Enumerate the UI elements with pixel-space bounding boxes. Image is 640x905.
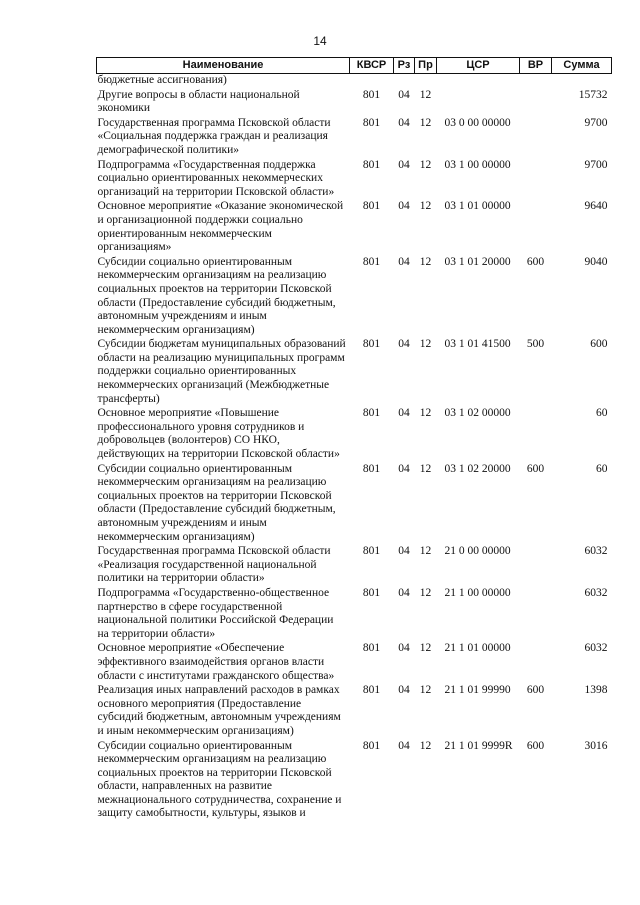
header-csr: ЦСР: [437, 58, 520, 74]
table-row: [97, 407, 612, 462]
cell-vr: 600: [526, 739, 545, 752]
cell-name: Основное мероприятие «Повышение профессионального уровня сотрудников и добровольцев (волонтеров) СО НКО, действующих на территории Псковской области»: [97, 407, 340, 461]
header-kvsr: КВСР: [350, 58, 394, 74]
cell-pr: 12: [419, 684, 432, 697]
cell-csr: 21 1 01 9999R: [444, 739, 513, 752]
cell-name: Субсидии социально ориентированным некоммерческим организациям на реализацию социальных проектов на территории Псковской области, направленных на развитие межнационального сотрудничества, сохранение и защиту самобытности, культуры, языков и: [97, 739, 342, 820]
table-row: [97, 642, 612, 684]
cell-sum: 9640: [584, 200, 608, 213]
page-number: 14: [313, 34, 327, 48]
cell-pr: 12: [419, 200, 432, 213]
cell-name: Основное мероприятие «Оказание экономической и организационной поддержки социально ориентированным некоммерческим организациям»: [97, 200, 344, 254]
cell-name: Основное мероприятие «Обеспечение эффективного взаимодействия органов власти области с институтами гражданского общества»: [97, 642, 335, 682]
cell-sum: 6032: [584, 545, 608, 558]
cell-csr: [437, 74, 520, 89]
cell-pr: 12: [419, 407, 432, 420]
table-row: [97, 200, 612, 255]
cell-kvsr: 801: [362, 200, 381, 213]
cell-rz: 04: [398, 116, 410, 129]
cell-pr: 12: [419, 255, 432, 268]
cell-sum: 9040: [584, 255, 608, 268]
cell-name: Подпрограмма «Государственная поддержка социально ориентированных некоммерческих организаций на территории Псковской области»: [97, 158, 335, 198]
cell-sum: 9700: [584, 116, 608, 129]
cell-csr: 21 0 00 00000: [444, 545, 511, 558]
cell-sum: [552, 74, 612, 89]
header-pr: Пр: [415, 58, 437, 74]
header-vr: ВР: [520, 58, 552, 74]
cell-kvsr: 801: [362, 739, 381, 752]
cell-csr: 03 1 01 00000: [444, 200, 511, 213]
header-rz: Рз: [394, 58, 415, 74]
cell-name: Государственная программа Псковской области «Реализация государственной национальной политики на территории области»: [97, 545, 331, 585]
cell-csr: [437, 89, 520, 117]
cell-name: Субсидии социально ориентированным некоммерческим организациям на реализацию социальных проектов на территории Псковской области (Предоставление субсидий бюджетным, автономным учреждениям и иным некоммерческим организациям): [97, 462, 336, 543]
cell-vr: [520, 74, 552, 89]
cell-csr: 03 1 00 00000: [444, 158, 511, 171]
cell-rz: [394, 74, 415, 89]
cell-rz: 04: [398, 642, 410, 655]
cell-sum: 60: [596, 462, 608, 475]
cell-csr: 03 1 02 00000: [444, 407, 511, 420]
cell-sum: 6032: [584, 586, 608, 599]
cell-name: Государственная программа Псковской области «Социальная поддержка граждан и реализация демографической политики»: [97, 116, 331, 156]
table-body: [97, 74, 612, 823]
cell-kvsr: 801: [362, 586, 381, 599]
cell-pr: 12: [419, 739, 432, 752]
cell-pr: 12: [419, 545, 432, 558]
cell-name: Другие вопросы в области национальной экономики: [97, 88, 300, 115]
cell-csr: 03 0 00 00000: [444, 116, 511, 129]
cell-sum: 60: [596, 407, 608, 420]
cell-name: Подпрограмма «Государственно-общественное партнерство в сфере государственной национальной политики Российской Федерации на территории области»: [97, 586, 334, 640]
cell-rz: 04: [398, 158, 410, 171]
table-row: [97, 587, 612, 642]
cell-csr: 03 1 01 20000: [444, 255, 511, 268]
cell-pr: [415, 74, 437, 89]
cell-vr: [520, 159, 552, 201]
budget-table-container: [96, 57, 612, 822]
cell-sum: 15732: [578, 88, 608, 101]
cell-csr: 21 1 01 00000: [444, 642, 511, 655]
cell-vr: [520, 545, 552, 587]
cell-kvsr: 801: [362, 407, 381, 420]
cell-sum: 6032: [584, 642, 608, 655]
cell-rz: 04: [398, 338, 410, 351]
cell-kvsr: 801: [362, 545, 381, 558]
budget-table: [96, 57, 612, 822]
cell-vr: [520, 200, 552, 255]
cell-vr: 600: [526, 255, 545, 268]
cell-name: Субсидии бюджетам муниципальных образований области на реализацию муниципальных программ поддержки социально ориентированных некоммерческих организаций (Межбюджетные трансферты): [97, 338, 346, 405]
cell-pr: 12: [419, 116, 432, 129]
cell-rz: 04: [398, 586, 410, 599]
cell-kvsr: 801: [362, 158, 381, 171]
table-header-row: [97, 58, 612, 74]
cell-rz: 04: [398, 407, 410, 420]
cell-vr: [520, 587, 552, 642]
cell-rz: 04: [398, 739, 410, 752]
cell-pr: 12: [419, 88, 432, 101]
cell-vr: [520, 117, 552, 159]
cell-vr: [520, 407, 552, 462]
cell-kvsr: 801: [362, 462, 381, 475]
cell-pr: 12: [419, 462, 432, 475]
cell-name: Субсидии социально ориентированным некоммерческим организациям на реализацию социальных проектов на территории Псковской области (Предоставление субсидий бюджетным, автономным учреждениям и иным некоммерческим организациям): [97, 255, 336, 336]
cell-kvsr: [350, 74, 394, 89]
header-name: Наименование: [97, 58, 350, 74]
cell-pr: 12: [419, 642, 432, 655]
table-row: [97, 463, 612, 546]
table-row: [97, 159, 612, 201]
cell-csr: 03 1 02 20000: [444, 462, 511, 475]
cell-vr: [520, 89, 552, 117]
cell-sum: 9700: [584, 158, 608, 171]
cell-vr: 500: [526, 338, 545, 351]
table-row: [97, 89, 612, 117]
cell-rz: 04: [398, 255, 410, 268]
table-row: [97, 74, 612, 89]
header-sum: Сумма: [552, 58, 612, 74]
table-header: [97, 58, 612, 74]
cell-rz: 04: [398, 684, 410, 697]
cell-pr: 12: [419, 586, 432, 599]
cell-rz: 04: [398, 88, 410, 101]
cell-pr: 12: [419, 158, 432, 171]
cell-sum: 600: [590, 338, 608, 351]
cell-sum: 1398: [584, 684, 608, 697]
table-row: [97, 117, 612, 159]
cell-name: Реализация иных направлений расходов в рамках основного мероприятия (Предоставление субсидий бюджетным, автономным учреждениям и иным некоммерческим организациям): [97, 684, 341, 737]
cell-rz: 04: [398, 545, 410, 558]
cell-pr: 12: [419, 338, 432, 351]
cell-kvsr: 801: [362, 642, 381, 655]
cell-name: бюджетные ассигнования): [97, 74, 227, 86]
cell-vr: [520, 642, 552, 684]
cell-kvsr: 801: [362, 255, 381, 268]
table-row: [97, 545, 612, 587]
cell-sum: 3016: [584, 739, 608, 752]
cell-csr: 03 1 01 41500: [444, 338, 511, 351]
table-row: [97, 740, 612, 823]
table-row: [97, 684, 612, 739]
cell-csr: 21 1 00 00000: [444, 586, 511, 599]
cell-rz: 04: [398, 200, 410, 213]
table-row: [97, 256, 612, 339]
cell-kvsr: 801: [362, 116, 381, 129]
cell-vr: 600: [526, 684, 545, 697]
cell-kvsr: 801: [362, 338, 381, 351]
table-row: [97, 338, 612, 407]
cell-kvsr: 801: [362, 684, 381, 697]
cell-csr: 21 1 01 99990: [444, 684, 511, 697]
cell-vr: 600: [526, 462, 545, 475]
cell-kvsr: 801: [362, 88, 381, 101]
cell-rz: 04: [398, 462, 410, 475]
